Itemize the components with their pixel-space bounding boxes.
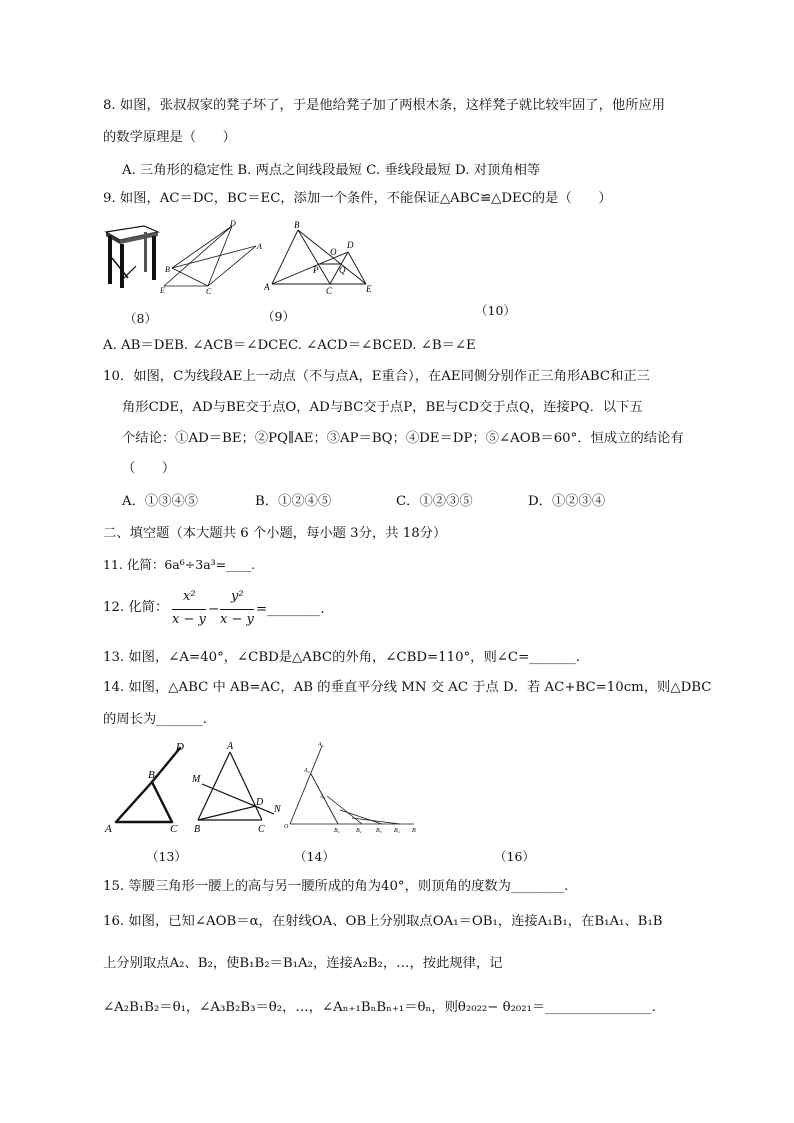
fig9-label-d: D [230,219,236,228]
fig10-label-p: P [313,265,319,275]
q15-text: 15. 等腰三角形一腰上的高与另一腰所成的角为40°，则顶角的度数为________. [103,879,569,894]
fig14-label-a: A [227,741,234,752]
q12-fraction-2 [220,589,254,629]
q12-den2: x − y [220,612,254,627]
q12-num2: y² [231,589,244,604]
q8-options: A. 三角形的稳定性 B. 两点之间线段最短 C. 垂线段最短 D. 对顶角相等 [122,163,541,178]
q12-den1: x − y [172,612,206,627]
fig16-label-b1: B₁ [334,828,340,834]
q12-bar2 [220,609,254,610]
caption-fig14: （14） [294,849,335,864]
q13-text: 13. 如图，∠A=40°，∠CBD是△ABC的外角，∠CBD=110°，则∠C=_______. [103,650,580,665]
q10-option-a: A．①③④⑤ [122,494,199,509]
q10-line4: （ ） [122,461,176,476]
fig16-label-b3: B₃ [376,828,382,834]
q16-line2: 上分别取点A₂、B₂，使B₁B₂＝B₁A₂，连接A₂B₂，…，按此规律，记 [103,956,503,971]
q9-stem: 9. 如图，AC＝DC，BC＝EC，添加一个条件，不能保证△ABC≌△DEC的是（ ） [103,191,612,206]
fig10-label-q: Q [339,265,346,275]
q9-options: A. AB＝DEB. ∠ACB＝∠DCEC. ∠ACD＝∠BCED. ∠B＝∠E [103,338,476,353]
caption-fig9: （9） [262,309,295,324]
fig14-label-d: D [256,797,264,808]
q12-suffix: =________. [256,602,325,617]
fig13-label-c: C [170,823,178,835]
section2-heading: 二、填空题（本大题共 6 个小题，每小题 3分，共 18分） [103,526,447,541]
caption-fig8: （8） [124,311,157,326]
q16-line3: ∠A₂B₁B₂＝θ₁，∠A₃B₂B₃＝θ₂，…，∠Aₙ₊₁BₙBₙ₊₁＝θₙ，则θ₂₀₂₂− θ₂₀₂₁＝________________. [103,1000,656,1015]
q12-minus: − [208,602,220,617]
fig9-label-b: B [165,265,170,274]
q10-option-c: C．①②③⑤ [396,494,473,509]
q10-line1: 10．如图，C为线段AE上一动点（不与点A，E重合），在AE同侧分别作正三角形ABC和正三 [103,369,650,384]
q12-num1: x² [183,589,196,604]
figure-16-diagram [282,738,422,836]
fig13-label-b: B [148,769,155,781]
fig9-label-e: E [160,286,165,294]
fig10-label-a: A [264,282,270,292]
fig9-label-a: A [257,242,262,251]
q12-fraction-1 [172,589,206,629]
caption-fig10: （10） [475,303,516,318]
figure-10-diagram [262,218,380,296]
q12-bar1 [172,609,206,610]
q10-option-b: B．①②④⑤ [255,494,332,509]
fig16-label-a2: A₂ [304,768,310,774]
q16-line1: 16. 如图，已知∠AOB＝α，在射线OA、OB上分别取点OA₁＝OB₁，连接A₁B₁，在B₁A₁、B₁B [103,914,663,929]
fig16-label-b: B [412,828,416,834]
fig10-label-o: O [330,247,337,257]
q10-option-d: D．①②③④ [528,494,606,509]
q14-line2: 的周长为_______. [103,712,207,727]
fig16-label-a1: A₁ [320,794,326,800]
fig13-label-d: D [176,741,184,753]
q12-prefix: 12. 化简： [103,600,169,615]
figure-9-diagram [160,218,266,294]
caption-fig16: （16） [494,849,535,864]
q14-line1: 14. 如图，△ABC 中 AB=AC，AB 的垂直平分线 MN 交 AC 于点 D．若 AC+BC=10cm，则△DBC [103,680,712,695]
q8-line2: 的数学原理是（ ） [103,130,236,145]
fig16-label-a3: A₃ [318,742,324,748]
fig14-label-c: C [258,824,265,835]
figure-13-diagram [102,738,194,836]
fig9-label-c: C [206,287,212,294]
fig16-label-b4: B₄ [394,828,400,834]
caption-fig13: （13） [146,849,187,864]
figure-8-stool [100,218,162,292]
fig14-label-n: N [274,804,281,815]
fig10-label-e: E [366,284,372,294]
q11-text: 11. 化简：6a⁶÷3a³=____. [103,557,256,572]
fig10-label-c: C [326,286,333,296]
q8-line1: 8. 如图，张叔叔家的凳子坏了，于是他给凳子加了两根木条，这样凳子就比较牢固了，他所应用 [103,98,666,113]
q10-line3: 个结论：①AD＝BE；②PQ∥AE；③AP＝BQ；④DE＝DP；⑤∠AOB＝60°．恒成立的结论有 [122,431,684,446]
q10-line2: 角形CDE，AD与BE交于点O，AD与BC交于点P，BE与CD交于点Q，连接PQ．以下五 [122,400,643,415]
figure-14-diagram [188,738,288,836]
fig14-label-b: B [194,824,201,835]
fig10-label-d: D [347,240,354,250]
fig10-label-b: B [294,220,300,230]
fig14-label-m: M [192,774,201,785]
fig16-label-o: O [284,824,289,830]
fig13-label-a: A [105,823,112,835]
fig16-label-b2: B₂ [356,828,362,834]
